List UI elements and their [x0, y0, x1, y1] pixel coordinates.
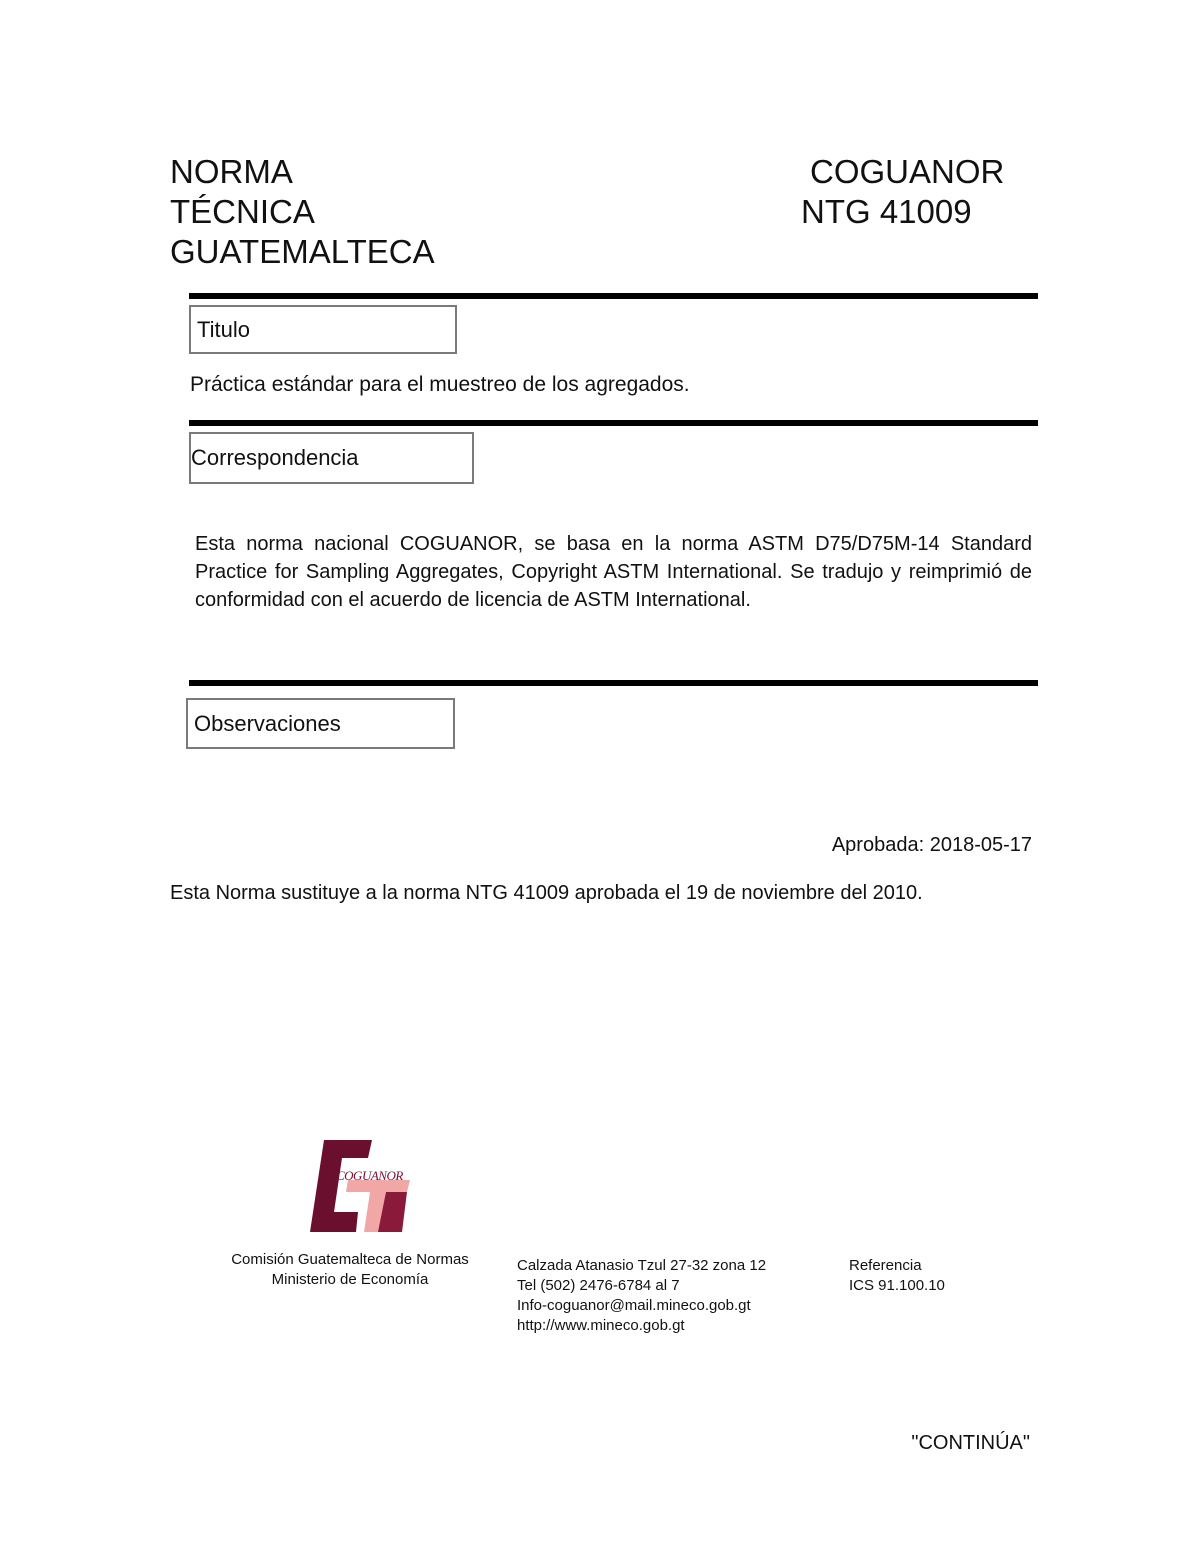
footer-contact — [517, 1256, 766, 1336]
header-left — [170, 152, 435, 272]
divider-rule — [189, 680, 1038, 686]
footer-phone: Tel (502) 2476-6784 al 7 — [517, 1277, 680, 1294]
correspondencia-label-box: Correspondencia — [189, 432, 474, 484]
logo-text: COGUANOR — [336, 1168, 403, 1183]
footer-email[interactable]: Info-coguanor@mail.mineco.gob.gt — [517, 1297, 751, 1314]
titulo-text: Práctica estándar para el muestreo de los agregados. — [190, 373, 690, 396]
reference-label: Referencia — [849, 1257, 922, 1274]
header-line-3: GUATEMALTECA — [170, 233, 435, 270]
divider-rule — [189, 293, 1038, 299]
replaces-note: Esta Norma sustituye a la norma NTG 41009 aprobada el 19 de noviembre del 2010. — [170, 882, 923, 904]
divider-rule — [189, 420, 1038, 426]
header-line-2: TÉCNICA — [170, 193, 315, 230]
continues-note: "CONTINÚA" — [911, 1432, 1030, 1454]
footer-reference — [849, 1256, 945, 1296]
coguanor-logo — [310, 1140, 420, 1235]
footer-org-line-1: Comisión Guatemalteca de Normas — [231, 1251, 469, 1268]
observaciones-label-box: Observaciones — [186, 698, 455, 749]
correspondencia-text: Esta norma nacional COGUANOR, se basa en la norma ASTM D75/D75M-14 Standard Practice for Sampling Aggregates, Copyright ASTM International. Se tradujo y reimprimió de conformidad con el acuerdo de licencia de ASTM International. — [195, 533, 1032, 611]
footer-org-line-2: Ministerio de Economía — [271, 1271, 429, 1288]
header-code: NTG 41009 — [801, 193, 972, 230]
titulo-label-box: Titulo — [189, 305, 457, 354]
footer-address: Calzada Atanasio Tzul 27-32 zona 12 — [517, 1257, 767, 1274]
footer-website[interactable]: http://www.mineco.gob.gt — [517, 1317, 685, 1334]
reference-ics: ICS 91.100.10 — [849, 1277, 945, 1294]
footer-org — [200, 1250, 500, 1290]
header-org: COGUANOR — [810, 153, 1005, 190]
header-line-1: NORMA — [170, 153, 293, 190]
approval-date: Aprobada: 2018-05-17 — [831, 834, 1032, 856]
